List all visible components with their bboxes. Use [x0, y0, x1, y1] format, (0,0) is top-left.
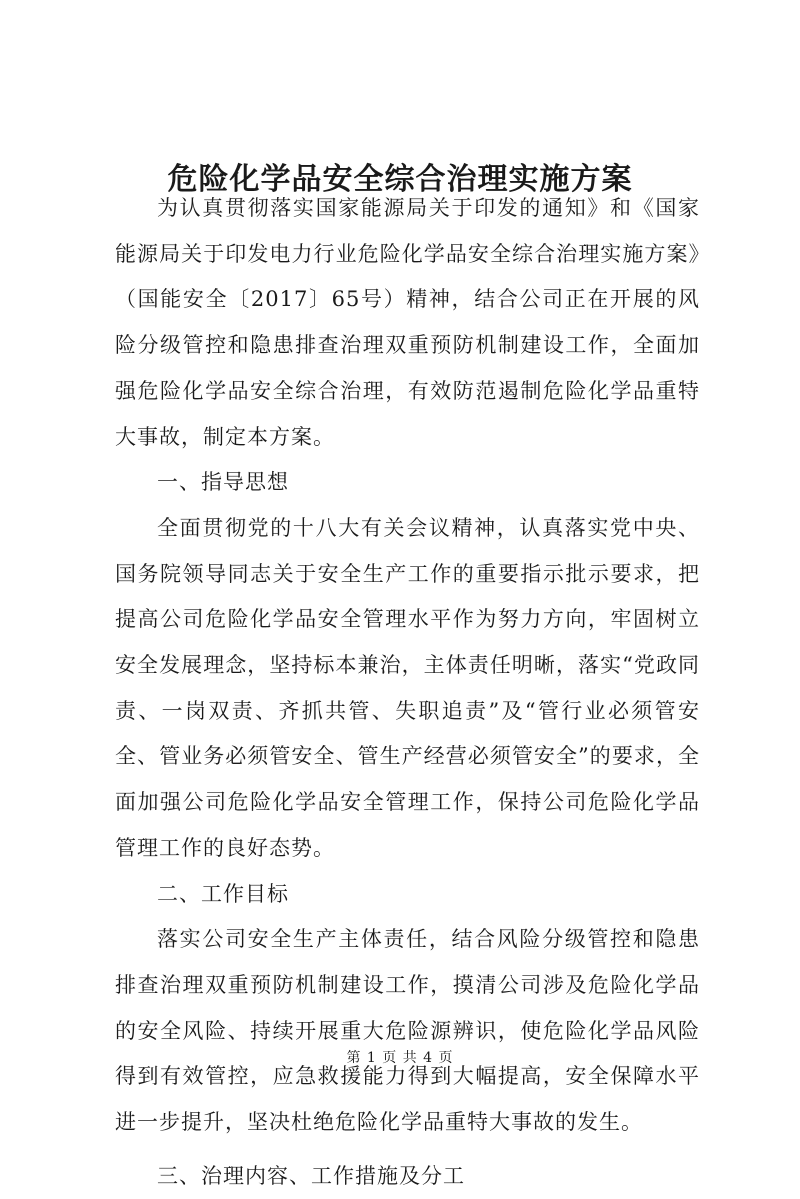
section-heading-guiding-ideology: 一、指导思想 — [157, 470, 289, 495]
section-body-guiding-ideology: 全面贯彻党的十八大有关会议精神，认真落实党中央、国务院领导同志关于安全生产工作的重要指示批示要求，把提高公司危险化学品安全管理水平作为努力方向，牢固树立安全发展理念，坚持标本兼治，主体责任明晰，落实“党政同责、一岗双责、齐抓共管、失职追责”及“管行业必须管安全、管业务必须管安全、管生产经营必须管安全”的要求，全面加强公司危险化学品安全管理工作，保持公司危险化学品管理工作的良好态势。 — [115, 515, 700, 860]
section-heading-work-goals: 二、工作目标 — [157, 881, 289, 906]
page-number-footer: 第 1 页 共 4 页 — [346, 1050, 454, 1066]
document-title: 危险化学品安全综合治理实施方案 — [167, 162, 633, 198]
section-body-work-goals: 落实公司安全生产主体责任，结合风险分级管控和隐患排查治理双重预防机制建设工作，摸清公司涉及危险化学品的安全风险、持续开展重大危险源辨识，使危险化学品风险得到有效管控，应急救援能力得到大幅提高，安全保障水平进一步提升，坚决杜绝危险化学品重特大事故的发生。 — [115, 927, 700, 1135]
section-heading-governance-content: 三、治理内容、工作措施及分工 — [157, 1163, 465, 1188]
intro-paragraph: 为认真贯彻落实国家能源局关于印发的通知》和《国家能源局关于印发电力行业危险化学品安全综合治理实施方案》（国能安全〔2017〕65号）精神，结合公司正在开展的风险分级管控和隐患排查治理双重预防机制建设工作，全面加强危险化学品安全综合治理，有效防范遏制危险化学品重特大事故，制定本方案。 — [115, 196, 700, 449]
